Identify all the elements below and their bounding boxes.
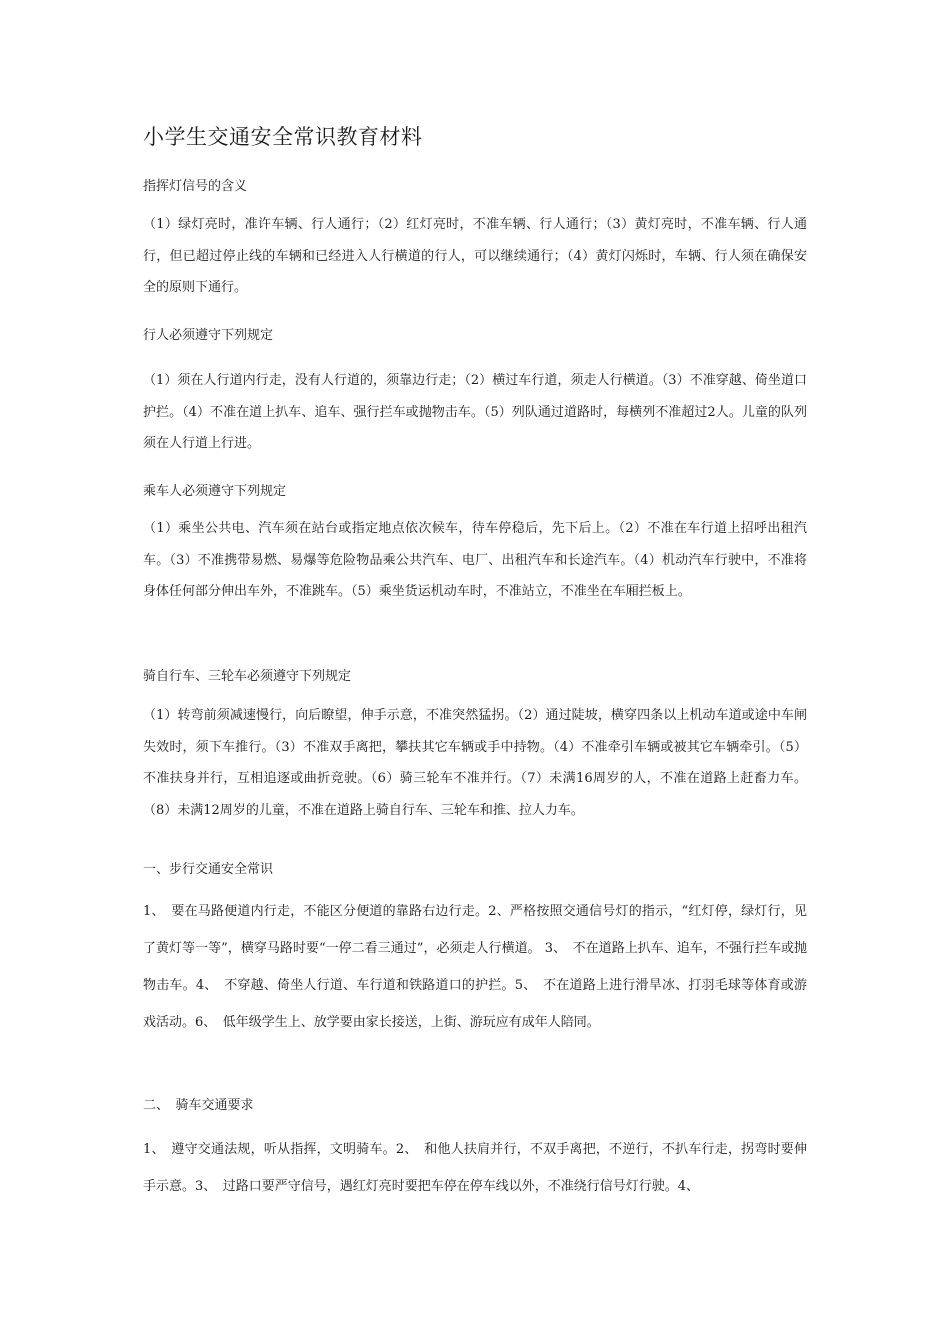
document-title: 小学生交通安全常识教育材料 <box>143 125 423 149</box>
section-heading-cycling-requirements: 二、 骑车交通要求 <box>143 1098 254 1113</box>
section-body-pedestrian-rules: （1）须在人行道内行走，没有人行道的，须靠边行走；（2）横过车行道，须走人行横道。（3）不准穿越、倚坐道口护拦。（4）不准在道上扒车、追车、强行拦车或抛物击车。（5）列队通过道路时，每横列不准超过2人。儿童的队列须在人行道上行进。 <box>143 373 807 451</box>
section-body-walking-safety: 1、 要在马路便道内行走，不能区分便道的靠路右边行走。2、严格按照交通信号灯的指示，“红灯停，绿灯行，见了黄灯等一等”，横穿马路时要“一停二看三通过”，必须走人行横道。 3、 不在道路上扒车、追车，不强行拦车或抛物击车。4、 不穿越、倚坐人行道、车行道和铁路道口的护拦。5、 不在道路上进行滑旱冰、打羽毛球等体育或游戏活动。6、 低年级学生上、放学要由家长接送，上街、游玩应有成年人陪同。 <box>143 904 807 1030</box>
section-body-cycling-requirements: 1、 遵守交通法规，听从指挥，文明骑车。2、 和他人扶肩并行，不双手离把，不逆行，不扒车行走，拐弯时要伸手示意。3、 过路口要严守信号，遇红灯亮时要把车停在停车线以外，不准绕行信号灯行驶。4、 <box>143 1142 807 1194</box>
section-heading-cyclist-rules: 骑自行车、三轮车必须遵守下列规定 <box>143 669 352 684</box>
section-body-cyclist-rules: （1）转弯前须减速慢行，向后瞭望，伸手示意，不准突然猛拐。（2）通过陡坡，横穿四条以上机动车道或途中车闸失效时，须下车推行。（3）不准双手离把，攀扶其它车辆或手中持物。（4）不准牵引车辆或被其它车辆牵引。（5）不准扶身并行，互相追逐或曲折竞驶。（6）骑三轮车不准并行。（7）未满16周岁的人，不准在道路上赶畜力车。（8）未满12周岁的儿童，不准在道路上骑自行车、三轮车和推、拉人力车。 <box>143 708 807 818</box>
section-heading-walking-safety: 一、步行交通安全常识 <box>143 862 274 877</box>
section-heading-passenger-rules: 乘车人必须遵守下列规定 <box>143 484 287 499</box>
section-body-signal-lights: （1）绿灯亮时，准许车辆、行人通行；（2）红灯亮时，不准车辆、行人通行；（3）黄灯亮时，不准车辆、行人通行，但已超过停止线的车辆和已经进入人行横道的行人，可以继续通行；（4）黄灯闪烁时，车辆、行人须在确保安全的原则下通行。 <box>143 217 807 295</box>
section-heading-pedestrian-rules: 行人必须遵守下列规定 <box>143 328 274 343</box>
section-heading-signal-lights: 指挥灯信号的含义 <box>143 179 248 194</box>
section-body-passenger-rules: （1）乘坐公共电、汽车须在站台或指定地点依次候车，待车停稳后，先下后上。（2）不准在车行道上招呼出租汽车。（3）不准携带易燃、易爆等危险物品乘公共汽车、电厂、出租汽车和长途汽车。（4）机动汽车行驶中，不准将身体任何部分伸出车外，不准跳车。（5）乘坐货运机动车时，不准站立，不准坐在车厢拦板上。 <box>143 521 807 599</box>
